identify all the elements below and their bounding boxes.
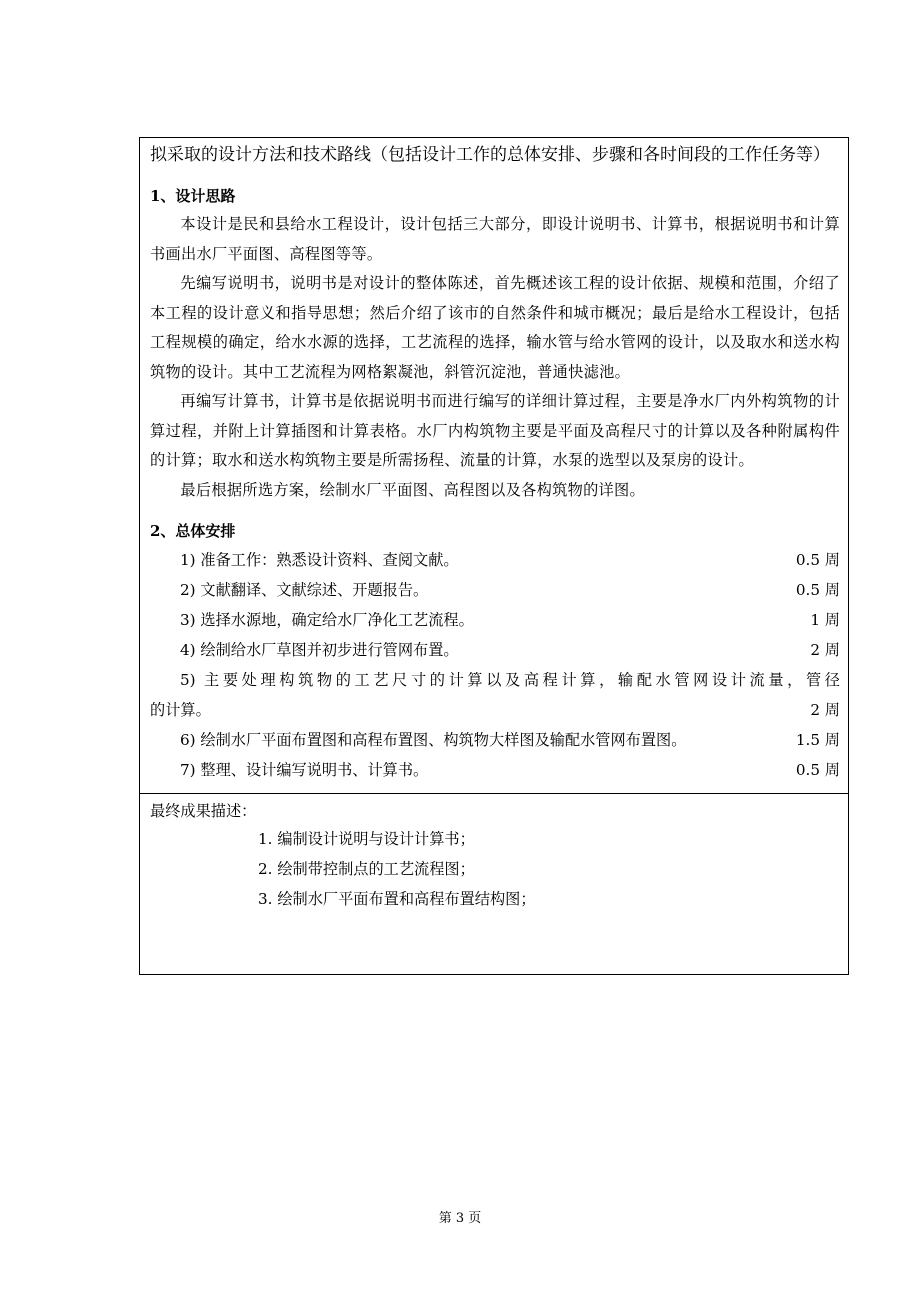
result-item: 1. 编制设计说明与设计计算书； [258,830,475,848]
schedule-item [150,725,840,755]
section-heading-schedule: 2、总体安排 [150,522,236,540]
schedule-item-text: 5) 主要处理构筑物的工艺尺寸的计算以及高程计算，输配水管网设计流量，管径 [180,671,840,689]
paragraph: 先编写说明书，说明书是对设计的整体陈述，首先概述该工程的设计依据、规模和范围，介绍了本工程的设计意义和指导思想；然后介绍了该市的自然条件和城市概况；最后是给水工程设计，包括工程规模的确定，给水水源的选择，工艺流程的选择，输水管与给水管网的设计，以及取水和送水构筑物的设计。其中工艺流程为网格絮凝池，斜管沉淀池，普通快滤池。 [150,274,840,381]
schedule-item-text: 6) 绘制水厂平面布置图和高程布置图、构筑物大样图及输配水管网布置图。 [180,731,687,749]
schedule-item [150,575,840,605]
results-label: 最终成果描述： [150,802,257,820]
schedule-item-duration: 0.5 周 [795,581,840,599]
paragraph: 最后根据所选方案，绘制水厂平面图、高程图以及各构筑物的详图。 [180,480,646,499]
paragraph: 再编写计算书，计算书是依据说明书而进行编写的详细计算过程，主要是净水厂内外构筑物的计算过程，并附上计算插图和计算表格。水厂内构筑物主要是平面及高程尺寸的计算以及各种附属构件的计算；取水和送水构筑物主要是所需扬程、流量的计算，水泵的选型以及泵房的设计。 [150,392,840,469]
methods-cell [140,138,848,794]
document-table [139,137,849,975]
schedule-item [150,755,840,785]
cell-title: 拟采取的设计方法和技术路线（包括设计工作的总体安排、步骤和各时间段的工作任务等） [150,145,830,165]
schedule-item [150,665,840,725]
paragraph: 本设计是民和县给水工程设计，设计包括三大部分，即设计说明书、计算书，根据说明书和计算书画出水厂平面图、高程图等等。 [150,215,840,263]
schedule-item-duration: 0.5 周 [795,551,840,569]
schedule-item-text: 2) 文献翻译、文献综述、开题报告。 [180,581,429,599]
schedule-item-text: 1) 准备工作：熟悉设计资料、查阅文献。 [180,551,459,569]
schedule-item-duration: 1.5 周 [795,731,840,749]
page-number: 第 3 页 [438,1211,482,1226]
schedule-item [150,545,840,575]
result-item: 2. 绘制带控制点的工艺流程图； [258,860,475,878]
schedule-item-text-continued: 的计算。 [150,701,211,719]
schedule-item-duration: 1 周 [810,611,840,629]
schedule-item [150,635,840,665]
schedule-item-duration: 2 周 [810,641,840,659]
schedule-item [150,605,840,635]
results-cell [140,794,848,974]
schedule-item-text: 7) 整理、设计编写说明书、计算书。 [180,761,429,779]
result-item: 3. 绘制水厂平面布置和高程布置结构图； [258,890,536,908]
section-heading-design-approach: 1、设计思路 [150,187,236,205]
schedule-item-duration: 0.5 周 [795,761,840,779]
schedule-item-text: 3) 选择水源地，确定给水厂净化工艺流程。 [180,611,474,629]
schedule-item-text: 4) 绘制给水厂草图并初步进行管网布置。 [180,641,459,659]
schedule-item-duration: 2 周 [810,701,840,719]
